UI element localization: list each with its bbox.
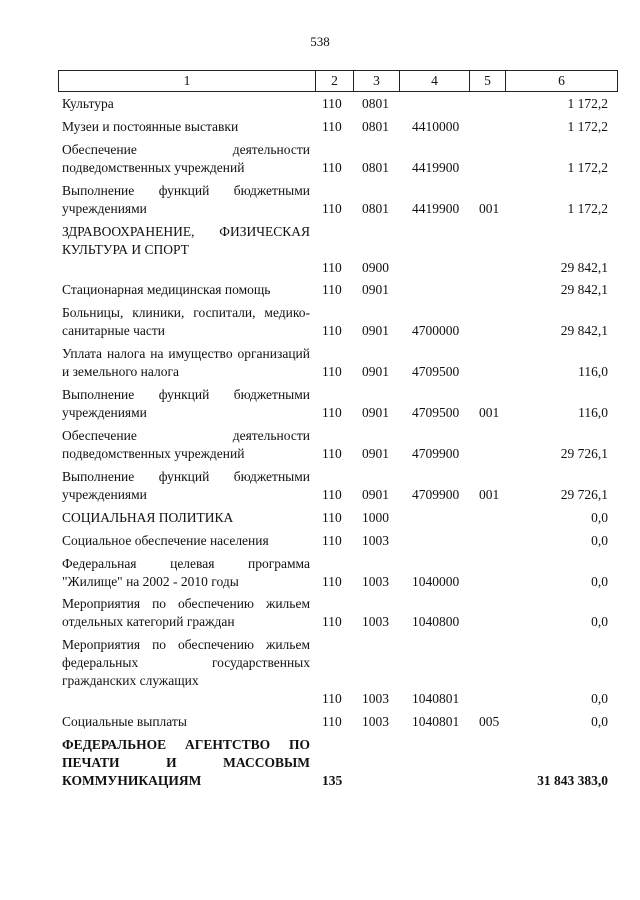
table-row [0,736,640,795]
row-section: 110 [322,486,342,502]
table-row [0,509,640,532]
row-section: 110 [322,691,342,707]
row-expense-type: 001 [479,405,500,421]
row-amount: 0,0 [591,691,608,707]
header-col-1: 1 [59,71,316,91]
row-subsection: 0801 [362,200,389,216]
row-subsection: 1000 [362,509,389,525]
row-amount: 29 726,1 [560,486,608,502]
row-subsection: 0900 [362,259,389,275]
row-subsection: 0901 [362,323,389,339]
row-subsection: 1003 [362,573,389,589]
row-amount: 1 172,2 [567,118,608,134]
table-row [0,713,640,736]
header-col-3: 3 [354,71,400,91]
row-name: Выполнение функций бюджетными учреждениями [62,468,310,502]
row-target-article: 4700000 [412,323,460,339]
row-name: Социальные выплаты [62,714,187,730]
row-amount: 1 172,2 [567,200,608,216]
row-amount: 116,0 [578,405,608,421]
row-name: Социальное обеспечение населения [62,532,269,548]
row-subsection: 0801 [362,159,389,175]
row-subsection: 0801 [362,96,389,111]
row-target-article: 4410000 [412,118,460,134]
header-col-2: 2 [316,71,354,91]
row-amount: 1 172,2 [567,159,608,175]
row-name: Мероприятия по обеспечению жильем отдельных категорий граждан [62,596,310,630]
row-target-article: 4419900 [412,159,460,175]
table-row [0,182,640,223]
row-section: 110 [322,714,342,730]
table-row [0,281,640,304]
row-section: 110 [322,96,342,111]
table-header [58,70,618,92]
row-name: Мероприятия по обеспечению жильем федеральных государственных гражданских служащих [62,637,310,689]
row-expense-type: 001 [479,486,500,502]
row-section: 110 [322,323,342,339]
row-subsection: 0801 [362,118,389,134]
row-amount: 0,0 [591,573,608,589]
row-subsection: 1003 [362,614,389,630]
row-amount: 0,0 [591,532,608,548]
row-target-article: 4709900 [412,446,460,462]
row-subsection: 0901 [362,486,389,502]
row-name: Федеральная целевая программа "Жилище" на 2002 - 2010 годы [62,555,310,589]
table-row [0,427,640,468]
table-row [0,141,640,182]
row-amount: 0,0 [591,714,608,730]
row-section: 110 [322,364,342,380]
row-section: 110 [322,532,342,548]
table-row [0,304,640,345]
row-name: Выполнение функций бюджетными учреждениями [62,182,310,216]
row-section: 110 [322,159,342,175]
row-target-article: 1040000 [412,573,460,589]
header-col-6: 6 [558,73,565,88]
row-name: Обеспечение деятельности подведомственных учреждений [62,428,310,462]
page-number: 538 [310,34,330,49]
row-section: 110 [322,446,342,462]
table-row [0,95,640,118]
row-amount: 1 172,2 [567,96,608,111]
row-amount: 29 842,1 [560,323,608,339]
row-subsection: 0901 [362,446,389,462]
row-section: 110 [322,573,342,589]
row-target-article: 4709900 [412,486,460,502]
row-subsection: 0901 [362,282,389,298]
row-name: Больницы, клиники, госпитали, медико-санитарные части [62,305,310,339]
table-row [0,386,640,427]
row-amount: 31 843 383,0 [537,773,608,789]
row-name: СОЦИАЛЬНАЯ ПОЛИТИКА [62,509,234,525]
row-section: 110 [322,118,342,134]
row-name: ФЕДЕРАЛЬНОЕ АГЕНТСТВО ПО ПЕЧАТИ И МАССОВЫМ КОММУНИКАЦИЯМ [62,737,310,789]
row-expense-type: 005 [479,714,500,730]
row-name: Уплата налога на имущество организаций и земельного налога [62,346,310,380]
row-subsection: 0901 [362,364,389,380]
row-name: Обеспечение деятельности подведомственных учреждений [62,141,310,175]
row-section: 135 [322,773,343,789]
row-target-article: 1040800 [412,614,460,630]
row-target-article: 4709500 [412,364,460,380]
row-section: 110 [322,259,342,275]
table-row [0,223,640,282]
row-name: ЗДРАВООХРАНЕНИЕ, ФИЗИЧЕСКАЯ КУЛЬТУРА И СПОРТ [62,223,310,257]
row-target-article: 1040801 [412,714,460,730]
row-expense-type: 001 [479,200,500,216]
row-target-article: 4419900 [412,200,460,216]
table-row [0,468,640,509]
row-subsection: 1003 [362,714,389,730]
row-name: Стационарная медицинская помощь [62,282,271,298]
row-section: 110 [322,509,342,525]
row-subsection: 0901 [362,405,389,421]
row-target-article: 1040801 [412,691,460,707]
row-section: 110 [322,614,342,630]
row-amount: 0,0 [591,509,608,525]
row-section: 110 [322,282,342,298]
table-body [0,95,640,795]
table-row [0,636,640,713]
header-col-4: 4 [400,71,470,91]
table-row [0,595,640,636]
row-section: 110 [322,200,342,216]
row-amount: 29 842,1 [560,282,608,298]
row-name: Музеи и постоянные выставки [62,118,239,134]
table-row [0,118,640,141]
table-row [0,532,640,555]
row-amount: 116,0 [578,364,608,380]
row-name: Выполнение функций бюджетными учреждениями [62,387,310,421]
row-amount: 29 842,1 [560,259,608,275]
row-amount: 0,0 [591,614,608,630]
row-amount: 29 726,1 [560,446,608,462]
table-row [0,345,640,386]
table-row [0,555,640,596]
row-name: Культура [62,96,114,111]
row-section: 110 [322,405,342,421]
row-target-article: 4709500 [412,405,460,421]
row-subsection: 1003 [362,532,389,548]
header-col-5: 5 [470,71,506,91]
row-subsection: 1003 [362,691,389,707]
